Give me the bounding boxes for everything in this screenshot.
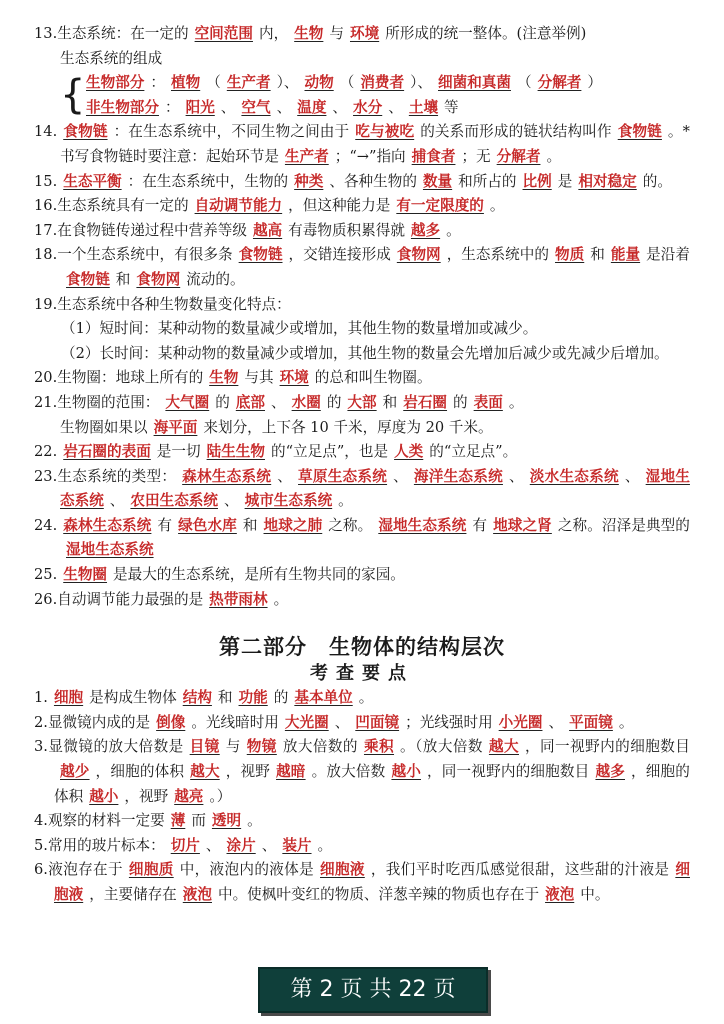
- answer-blank: 森林生态系统: [182, 467, 272, 485]
- text-segment: 。: [508, 393, 524, 411]
- answer-blank: 动物: [304, 74, 334, 92]
- answer-blank: 小光圈: [498, 713, 543, 731]
- answer-blank: 温度: [297, 98, 327, 116]
- answer-blank: 目镜: [189, 738, 220, 756]
- answer-blank: 城市生态系统: [244, 492, 333, 510]
- answer-blank: 底部: [235, 393, 265, 411]
- text-segment: 是: [557, 172, 573, 190]
- text-segment: ）、: [410, 74, 432, 92]
- answer-blank: 切片: [170, 836, 200, 854]
- item-number: 3.: [34, 738, 48, 756]
- item-number: 18.: [34, 246, 58, 264]
- answer-blank: 热带雨林: [209, 590, 268, 608]
- text-segment: 而: [191, 812, 206, 830]
- text-segment: 和所占的: [458, 172, 517, 190]
- text-segment: 是构成生物体: [89, 689, 177, 707]
- text-segment: 的关系而形成的链状结构叫作: [420, 123, 612, 141]
- text-segment: 、: [388, 98, 403, 116]
- text-segment: 内，: [258, 25, 289, 42]
- text-segment: 。（放大倍数: [400, 738, 483, 756]
- answer-blank: 地球之肺: [263, 516, 323, 534]
- text-segment: 、: [109, 492, 125, 510]
- item-number: 15.: [34, 172, 58, 190]
- text-segment: 。: [317, 836, 333, 854]
- answer-blank: 分解者: [537, 74, 582, 92]
- answer-blank: 空气: [241, 98, 271, 116]
- text-segment: 与: [225, 738, 241, 756]
- item-number: 25.: [34, 566, 58, 584]
- answer-blank: 能量: [610, 246, 641, 264]
- answer-blank: 物镜: [246, 738, 277, 756]
- answer-blank: 越大: [190, 763, 220, 781]
- answer-blank: 陆生生物: [206, 443, 265, 461]
- text-segment: 生态系统中各种生物数量变化特点：: [57, 295, 291, 313]
- answer-blank: 透明: [211, 812, 242, 830]
- text-segment: 生态系统的类型：: [57, 467, 177, 485]
- answer-blank: 细胞质: [128, 861, 174, 879]
- text-segment: ：: [150, 74, 165, 92]
- text-segment: 、: [276, 98, 292, 116]
- answer-blank: 生态平衡: [63, 172, 122, 190]
- text-segment: ，同一视野内的细胞数目: [426, 763, 590, 781]
- section-title: 考查要点: [310, 663, 414, 685]
- text-segment: 。: [546, 147, 562, 165]
- answer-blank: 液泡: [545, 886, 575, 903]
- list-item: [34, 711, 690, 736]
- answer-blank: 阳光: [185, 98, 215, 116]
- answer-blank: 越高: [252, 221, 283, 239]
- item-number: 13.: [34, 25, 58, 42]
- text-segment: 之称。: [328, 516, 373, 534]
- text-segment: 的“立足点”。: [429, 443, 518, 461]
- answer-blank: 食物链: [66, 270, 110, 288]
- text-segment: 。: [358, 689, 374, 707]
- text-segment: 。: [489, 197, 505, 215]
- text-segment: 。: [618, 713, 634, 731]
- answer-blank: 细胞液: [54, 861, 690, 903]
- list-item: [34, 686, 690, 711]
- text-segment: （2）长时间：某种动物的数量减少或增加，其他生物的数量会先增加后减少或先减少后增加。: [61, 344, 669, 362]
- text-segment: 的: [273, 689, 289, 707]
- list-item: [34, 194, 690, 219]
- text-segment: 和: [217, 689, 233, 707]
- list-item: [34, 391, 690, 416]
- text-segment: 的: [215, 393, 230, 411]
- list-item: [34, 514, 690, 563]
- answer-blank: 生物圈: [63, 566, 108, 584]
- text-segment: 、: [205, 836, 221, 854]
- text-segment: 等: [444, 98, 459, 116]
- text-segment: ：在生态系统中，生物的: [127, 172, 289, 190]
- answer-blank: 平面镜: [569, 713, 613, 731]
- answer-blank: 生产者: [284, 147, 329, 165]
- answer-blank: 种类: [294, 172, 324, 190]
- answer-blank: 空间范围: [194, 25, 253, 42]
- answer-blank: 功能: [238, 689, 268, 707]
- text-segment: 的“立足点”，也是: [270, 443, 389, 461]
- page-number-badge: 第 2 页 共 22 页: [258, 967, 488, 1013]
- text-segment: 。: [247, 812, 262, 830]
- answer-blank: 分解者: [496, 147, 541, 165]
- answer-blank: 生物部分: [86, 74, 145, 92]
- item-number: 26.: [34, 590, 58, 608]
- text-segment: 。）: [209, 787, 232, 805]
- ecosystem-section: [34, 22, 690, 612]
- list-item: [80, 71, 690, 96]
- text-segment: 。: [273, 590, 289, 608]
- item-number: 2.: [34, 713, 48, 731]
- text-segment: 和: [590, 246, 605, 264]
- page-content: [34, 22, 690, 908]
- list-item: [34, 366, 690, 391]
- answer-blank: 土壤: [408, 98, 439, 116]
- structure-section: [34, 686, 690, 907]
- answer-blank: 湿地生态系统: [378, 516, 467, 534]
- answer-blank: 湿地生态系统: [60, 467, 690, 510]
- text-segment: （: [339, 74, 355, 92]
- answer-blank: 越亮: [174, 787, 204, 805]
- answer-blank: 表面: [473, 393, 503, 411]
- text-segment: 生态系统的组成: [60, 49, 163, 67]
- list-item: [34, 465, 690, 514]
- answer-blank: 越大: [488, 738, 519, 756]
- text-segment: 、: [277, 467, 293, 485]
- item-number: 17.: [34, 221, 58, 239]
- text-segment: 自动调节能力最强的是: [57, 590, 204, 608]
- curly-brace-icon: {: [60, 72, 86, 119]
- list-item: [34, 563, 690, 588]
- list-item: [34, 22, 690, 47]
- answer-blank: 食物网: [396, 246, 441, 264]
- text-segment: ，视野: [124, 787, 169, 805]
- text-segment: 的。: [642, 172, 672, 190]
- item-number: 1.: [34, 689, 48, 707]
- list-item: [80, 96, 690, 121]
- text-segment: 有毒物质积累得就: [288, 221, 405, 239]
- answer-blank: 细菌和真菌: [438, 74, 511, 92]
- text-segment: 所形成的统一整体。(注意举例): [385, 25, 587, 42]
- text-segment: 、: [220, 98, 236, 116]
- answer-blank: 食物链: [238, 246, 283, 264]
- answer-blank: 森林生态系统: [63, 516, 152, 534]
- answer-blank: 人类: [394, 443, 424, 461]
- text-segment: ；“→”指向: [334, 147, 406, 165]
- answer-blank: 薄: [170, 812, 186, 830]
- text-segment: 显微镜内成的是: [47, 713, 151, 731]
- list-item: [34, 342, 690, 367]
- text-segment: ：在生态系统中，不同生物之间由于: [113, 123, 350, 141]
- text-segment: 中。使枫叶变红的物质、洋葱辛辣的物质也存在于: [217, 886, 540, 903]
- text-segment: ，细胞的体积: [95, 763, 185, 781]
- text-segment: 中。: [580, 886, 610, 903]
- answer-blank: 非生物部分: [86, 98, 159, 116]
- list-item: [34, 858, 690, 907]
- answer-blank: 绿色水库: [178, 516, 237, 534]
- list-item: [34, 834, 690, 859]
- answer-blank: 细胞: [53, 689, 84, 707]
- list-item: [34, 47, 690, 72]
- composition-brace-group: [34, 71, 690, 120]
- text-segment: 生物圈如果以: [60, 418, 148, 436]
- answer-blank: 越少: [60, 763, 90, 781]
- answer-blank: 基本单位: [294, 689, 353, 707]
- text-segment: 和: [115, 270, 131, 288]
- text-segment: ；无: [461, 147, 491, 165]
- answer-blank: 装片: [282, 836, 312, 854]
- answer-blank: 结构: [182, 689, 212, 707]
- answer-blank: 岩石圈: [403, 393, 448, 411]
- text-segment: 的: [326, 393, 342, 411]
- answer-blank: 农田生态系统: [130, 492, 218, 510]
- text-segment: 。* 书写食物链时要注意：起始环节是: [60, 123, 690, 165]
- text-segment: ，交错连接形成: [288, 246, 391, 264]
- answer-blank: 乘积: [363, 738, 395, 756]
- text-segment: （: [516, 74, 532, 92]
- text-segment: 、: [332, 98, 348, 116]
- text-segment: 、: [334, 713, 350, 731]
- list-item: [34, 440, 690, 465]
- answer-blank: 越小: [391, 763, 421, 781]
- answer-blank: 涂片: [226, 836, 256, 854]
- text-segment: ：: [164, 98, 180, 116]
- answer-blank: 越多: [410, 221, 441, 239]
- text-segment: 放大倍数的: [282, 738, 358, 756]
- text-segment: 显微镜的放大倍数是: [47, 738, 184, 756]
- answer-blank: 食物网: [136, 270, 181, 288]
- answer-blank: 凹面镜: [355, 713, 400, 731]
- item-number: 14.: [34, 123, 58, 141]
- answer-blank: 物质: [555, 246, 585, 264]
- answer-blank: 数量: [422, 172, 453, 190]
- text-segment: 是沿着: [646, 246, 690, 264]
- answer-blank: 环境: [349, 25, 380, 42]
- answer-blank: 有一定限度的: [396, 197, 484, 215]
- text-segment: ）、: [276, 74, 299, 92]
- answer-blank: 消费者: [360, 74, 405, 92]
- text-segment: 。光线暗时用: [191, 713, 279, 731]
- text-segment: （: [206, 74, 221, 92]
- item-number: 16.: [34, 197, 58, 215]
- text-segment: 和: [382, 393, 398, 411]
- answer-blank: 食物链: [63, 123, 108, 141]
- answer-blank: 生产者: [226, 74, 271, 92]
- list-item: [34, 317, 690, 342]
- text-segment: ，主要储存在: [89, 886, 177, 903]
- answer-blank: 比例: [522, 172, 552, 190]
- text-segment: 流动的。: [186, 270, 245, 288]
- answer-blank: 相对稳定: [578, 172, 637, 190]
- text-segment: ，细胞的体积: [54, 763, 690, 805]
- text-segment: 生态系统具有一定的: [57, 197, 189, 215]
- text-segment: 有: [472, 516, 488, 534]
- answer-blank: 食物链: [617, 123, 662, 141]
- text-segment: 、: [261, 836, 277, 854]
- text-segment: 常用的玻片标本：: [47, 836, 165, 854]
- text-segment: 。放大倍数: [311, 763, 386, 781]
- text-segment: ；光线强时用: [405, 713, 493, 731]
- text-segment: 生态系统：在一定的: [57, 25, 189, 42]
- answer-blank: 环境: [279, 369, 309, 387]
- text-segment: 的: [453, 393, 468, 411]
- text-segment: 与: [329, 25, 344, 42]
- text-segment: 、: [508, 467, 524, 485]
- text-segment: 、: [393, 467, 408, 485]
- text-segment: 生物圈的范围：: [57, 393, 160, 411]
- text-segment: ，生态系统中的: [446, 246, 550, 264]
- list-item: [34, 735, 690, 809]
- answer-blank: 细胞液: [320, 861, 365, 879]
- text-segment: 。: [338, 492, 353, 510]
- list-item: [34, 170, 690, 195]
- text-segment: 一个生态系统中，有很多条: [57, 246, 233, 264]
- text-segment: 有: [157, 516, 173, 534]
- answer-blank: 越多: [595, 763, 625, 781]
- text-segment: ，视野: [225, 763, 271, 781]
- answer-blank: 液泡: [182, 886, 212, 903]
- list-item: [34, 243, 690, 292]
- text-segment: 之称。沼泽是典型的: [557, 516, 690, 534]
- list-item: [34, 120, 690, 169]
- list-item: [34, 219, 690, 244]
- list-item: [34, 588, 690, 613]
- answer-blank: 倒像: [156, 713, 186, 731]
- answer-blank: 吃与被吃: [355, 123, 415, 141]
- item-number: 20.: [34, 369, 58, 387]
- item-number: 22.: [34, 443, 58, 461]
- answer-blank: 越暗: [276, 763, 306, 781]
- text-segment: ）: [587, 74, 602, 92]
- item-number: 19.: [34, 295, 58, 313]
- list-item: [34, 809, 690, 834]
- text-segment: 来划分，上下各 10 千米，厚度为 20 千米。: [203, 418, 493, 436]
- item-number: 5.: [34, 836, 48, 854]
- answer-blank: 水圈: [291, 393, 321, 411]
- text-segment: 、: [223, 492, 239, 510]
- text-segment: 、各种生物的: [329, 172, 417, 190]
- text-segment: 、: [624, 467, 640, 485]
- item-number: 6.: [34, 861, 48, 879]
- text-segment: ，同一视野内的细胞数目: [524, 738, 690, 756]
- answer-blank: 草原生态系统: [298, 467, 388, 485]
- list-item: [34, 416, 690, 441]
- answer-blank: 大部: [347, 393, 377, 411]
- text-segment: 。: [446, 221, 461, 239]
- answer-blank: 海平面: [153, 418, 198, 436]
- text-segment: ，我们平时吃西瓜感觉很甜，这些甜的汁液是: [370, 861, 670, 879]
- text-segment: 是最大的生态系统，是所有生物共同的家园。: [113, 566, 405, 584]
- answer-blank: 自动调节能力: [194, 197, 283, 215]
- text-segment: 、: [271, 393, 286, 411]
- text-segment: 与其: [244, 369, 274, 387]
- text-segment: 液泡存在于: [47, 861, 123, 879]
- text-segment: 在食物链传递过程中营养等级: [57, 221, 247, 239]
- text-segment: ，但这种能力是: [288, 197, 391, 215]
- text-segment: 中，液泡内的液体是: [179, 861, 315, 879]
- part-title: 第二部分 生物体的结构层次: [219, 634, 505, 660]
- text-segment: 、: [548, 713, 564, 731]
- item-number: 23.: [34, 467, 58, 485]
- text-segment: 的总和叫生物圈。: [314, 369, 432, 387]
- answer-blank: 水分: [353, 98, 383, 116]
- item-number: 24.: [34, 516, 58, 534]
- text-segment: 和: [242, 516, 258, 534]
- answer-blank: 海洋生态系统: [413, 467, 503, 485]
- text-segment: 是一切: [156, 443, 201, 461]
- answer-blank: 淡水生态系统: [529, 467, 619, 485]
- answer-blank: 生物: [294, 25, 324, 42]
- answer-blank: 大光圈: [284, 713, 329, 731]
- answer-blank: 湿地生态系统: [66, 541, 154, 559]
- answer-blank: 生物: [209, 369, 239, 387]
- text-segment: （1）短时间：某种动物的数量减少或增加，其他生物的数量增加或减少。: [61, 320, 538, 338]
- answer-blank: 岩石圈的表面: [63, 443, 151, 461]
- answer-blank: 捕食者: [411, 147, 456, 165]
- item-number: 4.: [34, 812, 48, 830]
- text-segment: 生物圈：地球上所有的: [57, 369, 204, 387]
- text-segment: 观察的材料一定要: [47, 812, 165, 830]
- answer-blank: 越小: [89, 787, 119, 805]
- item-number: 21.: [34, 393, 58, 411]
- answer-blank: 植物: [171, 74, 201, 92]
- answer-blank: 地球之肾: [493, 516, 552, 534]
- answer-blank: 大气圈: [165, 393, 210, 411]
- list-item: [34, 293, 690, 318]
